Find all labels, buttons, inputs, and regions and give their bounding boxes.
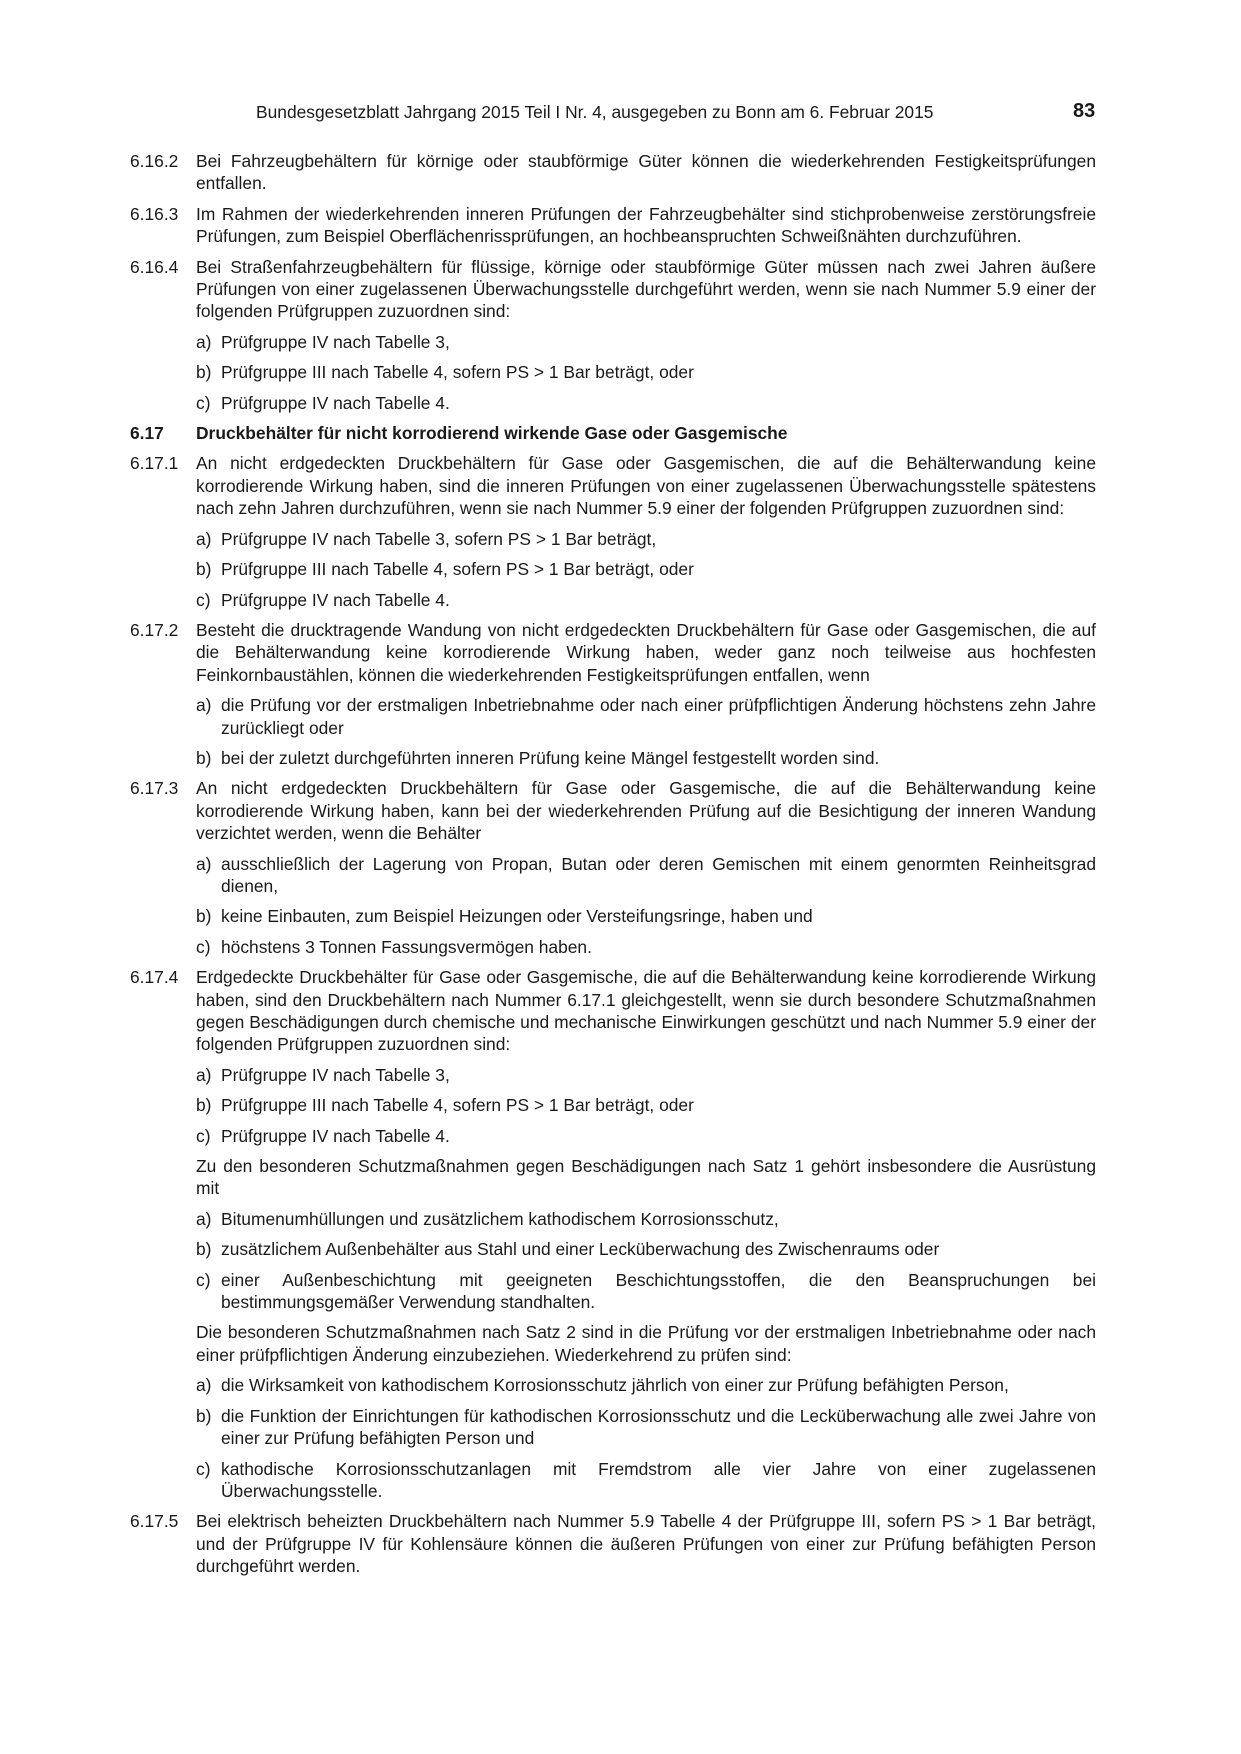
list-item-label: b) bbox=[196, 362, 212, 383]
section-number: 6.16.3 bbox=[130, 203, 179, 224]
paragraph: Die besonderen Schutzmaßnahmen nach Satz 2 sind in die Prüfung vor der erstmaligen Inbetriebnahme oder nach einer prüfpflichtigen Änderung einzubeziehen. Wiederkehrend zu prüfen sind: bbox=[196, 1322, 1096, 1365]
list-item bbox=[196, 528, 1096, 550]
list-item bbox=[196, 361, 1096, 383]
list-item-text: Prüfgruppe III nach Tabelle 4, sofern PS > 1 Bar beträgt, oder bbox=[221, 362, 694, 383]
list-item-text: ausschließlich der Lagerung von Propan, Butan oder deren Gemischen mit einem genormten Reinheitsgrad dienen, bbox=[221, 853, 1096, 896]
section-body bbox=[196, 966, 1096, 1502]
list-item-text: Prüfgruppe III nach Tabelle 4, sofern PS > 1 Bar beträgt, oder bbox=[221, 559, 694, 580]
section-body bbox=[196, 777, 1096, 958]
list-item bbox=[196, 331, 1096, 353]
list-item-text: Prüfgruppe IV nach Tabelle 3, bbox=[221, 1064, 450, 1085]
header-title: Bundesgesetzblatt Jahrgang 2015 Teil I Nr. 4, ausgegeben zu Bonn am 6. Februar 2015 bbox=[256, 102, 934, 122]
list-item-label: a) bbox=[196, 528, 212, 549]
section-body bbox=[196, 1510, 1096, 1577]
section-body bbox=[196, 256, 1096, 414]
section bbox=[130, 966, 1096, 1502]
section bbox=[130, 777, 1096, 958]
page-number: 83 bbox=[1073, 100, 1096, 122]
section-body bbox=[196, 150, 1096, 195]
list-item-label: b) bbox=[196, 559, 212, 580]
list-item-label: c) bbox=[196, 392, 211, 413]
section bbox=[130, 619, 1096, 769]
paragraph: Bei Straßenfahrzeugbehältern für flüssige, körnige oder staubförmige Güter müssen nach zwei Jahren äußere Prüfungen von einer zugelassenen Überwachungsstelle durchgeführt werden, wenn sie nach Nummer 5.9 einer der folgenden Prüfgruppen zuzuordnen sind: bbox=[196, 256, 1096, 322]
section-number: 6.17.1 bbox=[130, 453, 179, 474]
list-item bbox=[196, 392, 1096, 414]
list-item bbox=[196, 1064, 1096, 1086]
list-item-label: a) bbox=[196, 1375, 212, 1396]
list-item bbox=[196, 1405, 1096, 1450]
list-item bbox=[196, 694, 1096, 739]
list-item bbox=[196, 1238, 1096, 1260]
list-item-text: Prüfgruppe III nach Tabelle 4, sofern PS > 1 Bar beträgt, oder bbox=[221, 1095, 694, 1116]
section-heading bbox=[130, 422, 1096, 444]
page-header bbox=[0, 100, 1241, 124]
list-item bbox=[196, 936, 1096, 958]
list-item bbox=[196, 747, 1096, 769]
paragraph: Im Rahmen der wiederkehrenden inneren Prüfungen der Fahrzeugbehälter sind stichprobenweise zerstörungsfreie Prüfungen, zum Beispiel Oberflächenrissprüfungen, an hochbeanspruchten Schweißnähten durchzuführen. bbox=[196, 203, 1096, 247]
list-item-text: bei der zuletzt durchgeführten inneren Prüfung keine Mängel festgestellt worden sind. bbox=[221, 747, 880, 768]
list-item-label: a) bbox=[196, 853, 212, 874]
list-item-label: c) bbox=[196, 1269, 211, 1290]
paragraph: Besteht die drucktragende Wandung von nicht erdgedeckten Druckbehältern für Gase oder Gasgemischen, die auf die Behälterwandung keine korrodierende Wirkung haben, weder ganz noch teilweise aus hochfesten Feinkornbaustählen, können die wiederkehrenden Festigkeitsprüfungen entfallen, wenn bbox=[196, 619, 1096, 685]
section bbox=[130, 256, 1096, 414]
list-item bbox=[196, 1269, 1096, 1314]
list-item-label: c) bbox=[196, 589, 211, 610]
list-item-label: a) bbox=[196, 1064, 212, 1085]
list-item-label: a) bbox=[196, 331, 212, 352]
list-item-label: b) bbox=[196, 1239, 212, 1260]
section bbox=[130, 452, 1096, 610]
paragraph: Bei Fahrzeugbehältern für körnige oder staubförmige Güter können die wiederkehrenden Festigkeitsprüfungen entfallen. bbox=[196, 151, 1096, 194]
section-number: 6.17.5 bbox=[130, 1511, 179, 1532]
section bbox=[130, 203, 1096, 248]
section bbox=[130, 1510, 1096, 1577]
list-item-text: die Funktion der Einrichtungen für kathodischen Korrosionsschutz und die Lecküberwachung alle zwei Jahre von einer zur Prüfung befähigten Person und bbox=[221, 1405, 1096, 1449]
paragraph: Zu den besonderen Schutzmaßnahmen gegen Beschädigungen nach Satz 1 gehört insbesondere die Ausrüstung mit bbox=[196, 1156, 1096, 1199]
paragraph: An nicht erdgedeckten Druckbehältern für Gase oder Gasgemischen, die auf die Behälterwandung keine korrodierende Wirkung haben, sind die inneren Prüfungen von einer zugelassenen Überwachungsstelle spätestens nach zehn Jahren durchzuführen, wenn sie nach Nummer 5.9 einer der folgenden Prüfgruppen zuzuordnen sind: bbox=[196, 453, 1096, 519]
list-item-text: Prüfgruppe IV nach Tabelle 4. bbox=[221, 392, 450, 413]
list-item-label: c) bbox=[196, 1458, 211, 1479]
section-heading-text: Druckbehälter für nicht korrodierend wirkende Gase oder Gasgemische bbox=[196, 423, 788, 444]
list-item-text: zusätzlichem Außenbehälter aus Stahl und einer Lecküberwachung des Zwischenraums oder bbox=[221, 1239, 940, 1260]
list-item-text: die Prüfung vor der erstmaligen Inbetriebnahme oder nach einer prüfpflichtigen Änderung höchstens zehn Jahre zurückliegt oder bbox=[221, 695, 1096, 738]
section-body bbox=[196, 452, 1096, 610]
section-number: 6.16.4 bbox=[130, 256, 179, 277]
list-item bbox=[196, 589, 1096, 611]
list-item-text: die Wirksamkeit von kathodischem Korrosionsschutz jährlich von einer zur Prüfung befähigten Person, bbox=[221, 1375, 1009, 1396]
section-number: 6.16.2 bbox=[130, 151, 179, 171]
list-item bbox=[196, 1208, 1096, 1230]
list-item-label: c) bbox=[196, 1125, 211, 1146]
list-item bbox=[196, 905, 1096, 927]
list-item-text: Prüfgruppe IV nach Tabelle 3, bbox=[221, 331, 450, 352]
list-item bbox=[196, 558, 1096, 580]
paragraph: Bei elektrisch beheizten Druckbehältern nach Nummer 5.9 Tabelle 4 der Prüfgruppe III, sofern PS > 1 Bar beträgt, und der Prüfgruppe IV für Kohlensäure können die äußeren Prüfungen von einer zur Prüfung befähigten Person durchgeführt werden. bbox=[196, 1511, 1096, 1577]
list-item bbox=[196, 853, 1096, 898]
list-item-label: b) bbox=[196, 1095, 212, 1116]
list-item-text: Prüfgruppe IV nach Tabelle 4. bbox=[221, 589, 450, 610]
list-item bbox=[196, 1374, 1096, 1396]
list-item bbox=[196, 1458, 1096, 1503]
list-item bbox=[196, 1094, 1096, 1116]
section bbox=[130, 150, 1096, 195]
list-item-label: b) bbox=[196, 1405, 212, 1426]
list-item-label: b) bbox=[196, 906, 212, 927]
document-body bbox=[130, 150, 1096, 1586]
section-number: 6.17.3 bbox=[130, 778, 179, 799]
list-item-text: einer Außenbeschichtung mit geeigneten Beschichtungsstoffen, die den Beanspruchungen bei bestimmungsgemäßer Verwendung standhalten. bbox=[221, 1269, 1096, 1313]
list-item-text: keine Einbauten, zum Beispiel Heizungen oder Versteifungsringe, haben und bbox=[221, 906, 813, 927]
list-item-text: kathodische Korrosionsschutzanlagen mit Fremdstrom alle vier Jahre von einer zugelassenen Überwachungsstelle. bbox=[221, 1458, 1096, 1501]
list-item-label: a) bbox=[196, 1208, 212, 1229]
section-number: 6.17.4 bbox=[130, 967, 179, 988]
list-item-label: b) bbox=[196, 747, 212, 768]
list-item-text: Prüfgruppe IV nach Tabelle 3, sofern PS > 1 Bar beträgt, bbox=[221, 528, 657, 549]
list-item bbox=[196, 1125, 1096, 1147]
list-item-text: höchstens 3 Tonnen Fassungsvermögen haben. bbox=[221, 936, 592, 957]
list-item-text: Bitumenumhüllungen und zusätzlichem kathodischem Korrosionsschutz, bbox=[221, 1208, 779, 1229]
section-number: 6.17.2 bbox=[130, 619, 179, 640]
list-item-text: Prüfgruppe IV nach Tabelle 4. bbox=[221, 1125, 450, 1146]
paragraph: An nicht erdgedeckten Druckbehältern für Gase oder Gasgemische, die auf die Behälterwandung keine korrodierende Wirkung haben, kann bei der wiederkehrenden Prüfung auf die Besichtigung der inneren Wandung verzichtet werden, wenn die Behälter bbox=[196, 778, 1096, 844]
section-body bbox=[196, 619, 1096, 769]
paragraph: Erdgedeckte Druckbehälter für Gase oder Gasgemische, die auf die Behälterwandung keine korrodierende Wirkung haben, sind den Druckbehältern nach Nummer 6.17.1 gleichgestellt, wenn sie durch besondere Schutzmaßnahmen gegen Beschädigungen durch chemische und mechanische Einwirkungen geschützt und nach Nummer 5.9 einer der folgenden Prüfgruppen zuzuordnen sind: bbox=[196, 967, 1096, 1055]
section-body bbox=[196, 203, 1096, 248]
section-number: 6.17 bbox=[130, 423, 164, 444]
list-item-label: a) bbox=[196, 695, 212, 716]
list-item-label: c) bbox=[196, 936, 211, 957]
